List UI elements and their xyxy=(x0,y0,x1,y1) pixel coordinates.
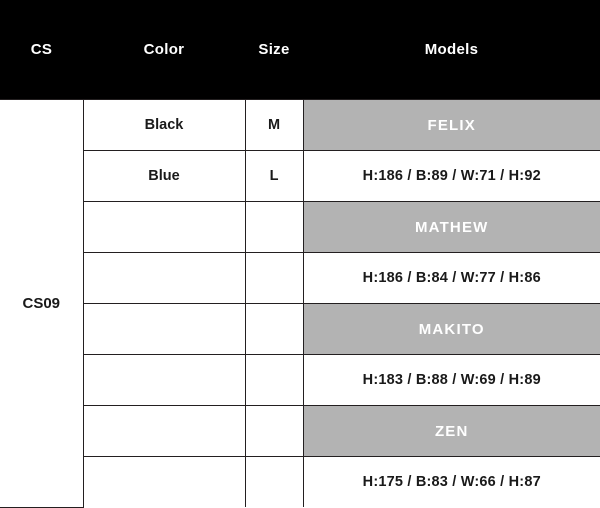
table-header xyxy=(0,0,600,100)
model-measurement-cell: H:186 / B:89 / W:71 / H:92 xyxy=(303,151,600,202)
size-cell-empty xyxy=(245,202,303,253)
model-name-cell: FELIX xyxy=(303,100,600,151)
model-measurement-cell: H:175 / B:83 / W:66 / H:87 xyxy=(303,457,600,508)
table-row xyxy=(0,457,600,508)
column-header-size: Size xyxy=(245,0,303,100)
color-cell-empty xyxy=(83,304,245,355)
table-row xyxy=(0,202,600,253)
color-cell-empty xyxy=(83,355,245,406)
table-row xyxy=(0,304,600,355)
model-name-cell: MAKITO xyxy=(303,304,600,355)
size-cell-m: M xyxy=(245,100,303,151)
size-cell-empty xyxy=(245,304,303,355)
table-row xyxy=(0,406,600,457)
column-header-models: Models xyxy=(303,0,600,100)
table-row xyxy=(0,100,600,151)
model-measurement-cell: H:186 / B:84 / W:77 / H:86 xyxy=(303,253,600,304)
color-cell-empty xyxy=(83,202,245,253)
color-cell-blue: Blue xyxy=(83,151,245,202)
size-cell-l: L xyxy=(245,151,303,202)
table-row xyxy=(0,355,600,406)
size-cell-empty xyxy=(245,406,303,457)
header-row xyxy=(0,0,600,100)
table-row xyxy=(0,253,600,304)
column-header-color: Color xyxy=(83,0,245,100)
color-cell-empty xyxy=(83,406,245,457)
model-name-cell: MATHEW xyxy=(303,202,600,253)
size-cell-empty xyxy=(245,355,303,406)
table-row xyxy=(0,151,600,202)
color-cell-empty xyxy=(83,457,245,508)
size-cell-empty xyxy=(245,253,303,304)
column-header-cs: CS xyxy=(0,0,83,100)
table-body xyxy=(0,100,600,508)
cs-code-cell: CS09 xyxy=(0,100,83,508)
size-cell-empty xyxy=(245,457,303,508)
model-name-cell: ZEN xyxy=(303,406,600,457)
color-cell-empty xyxy=(83,253,245,304)
color-cell-black: Black xyxy=(83,100,245,151)
model-measurement-cell: H:183 / B:88 / W:69 / H:89 xyxy=(303,355,600,406)
